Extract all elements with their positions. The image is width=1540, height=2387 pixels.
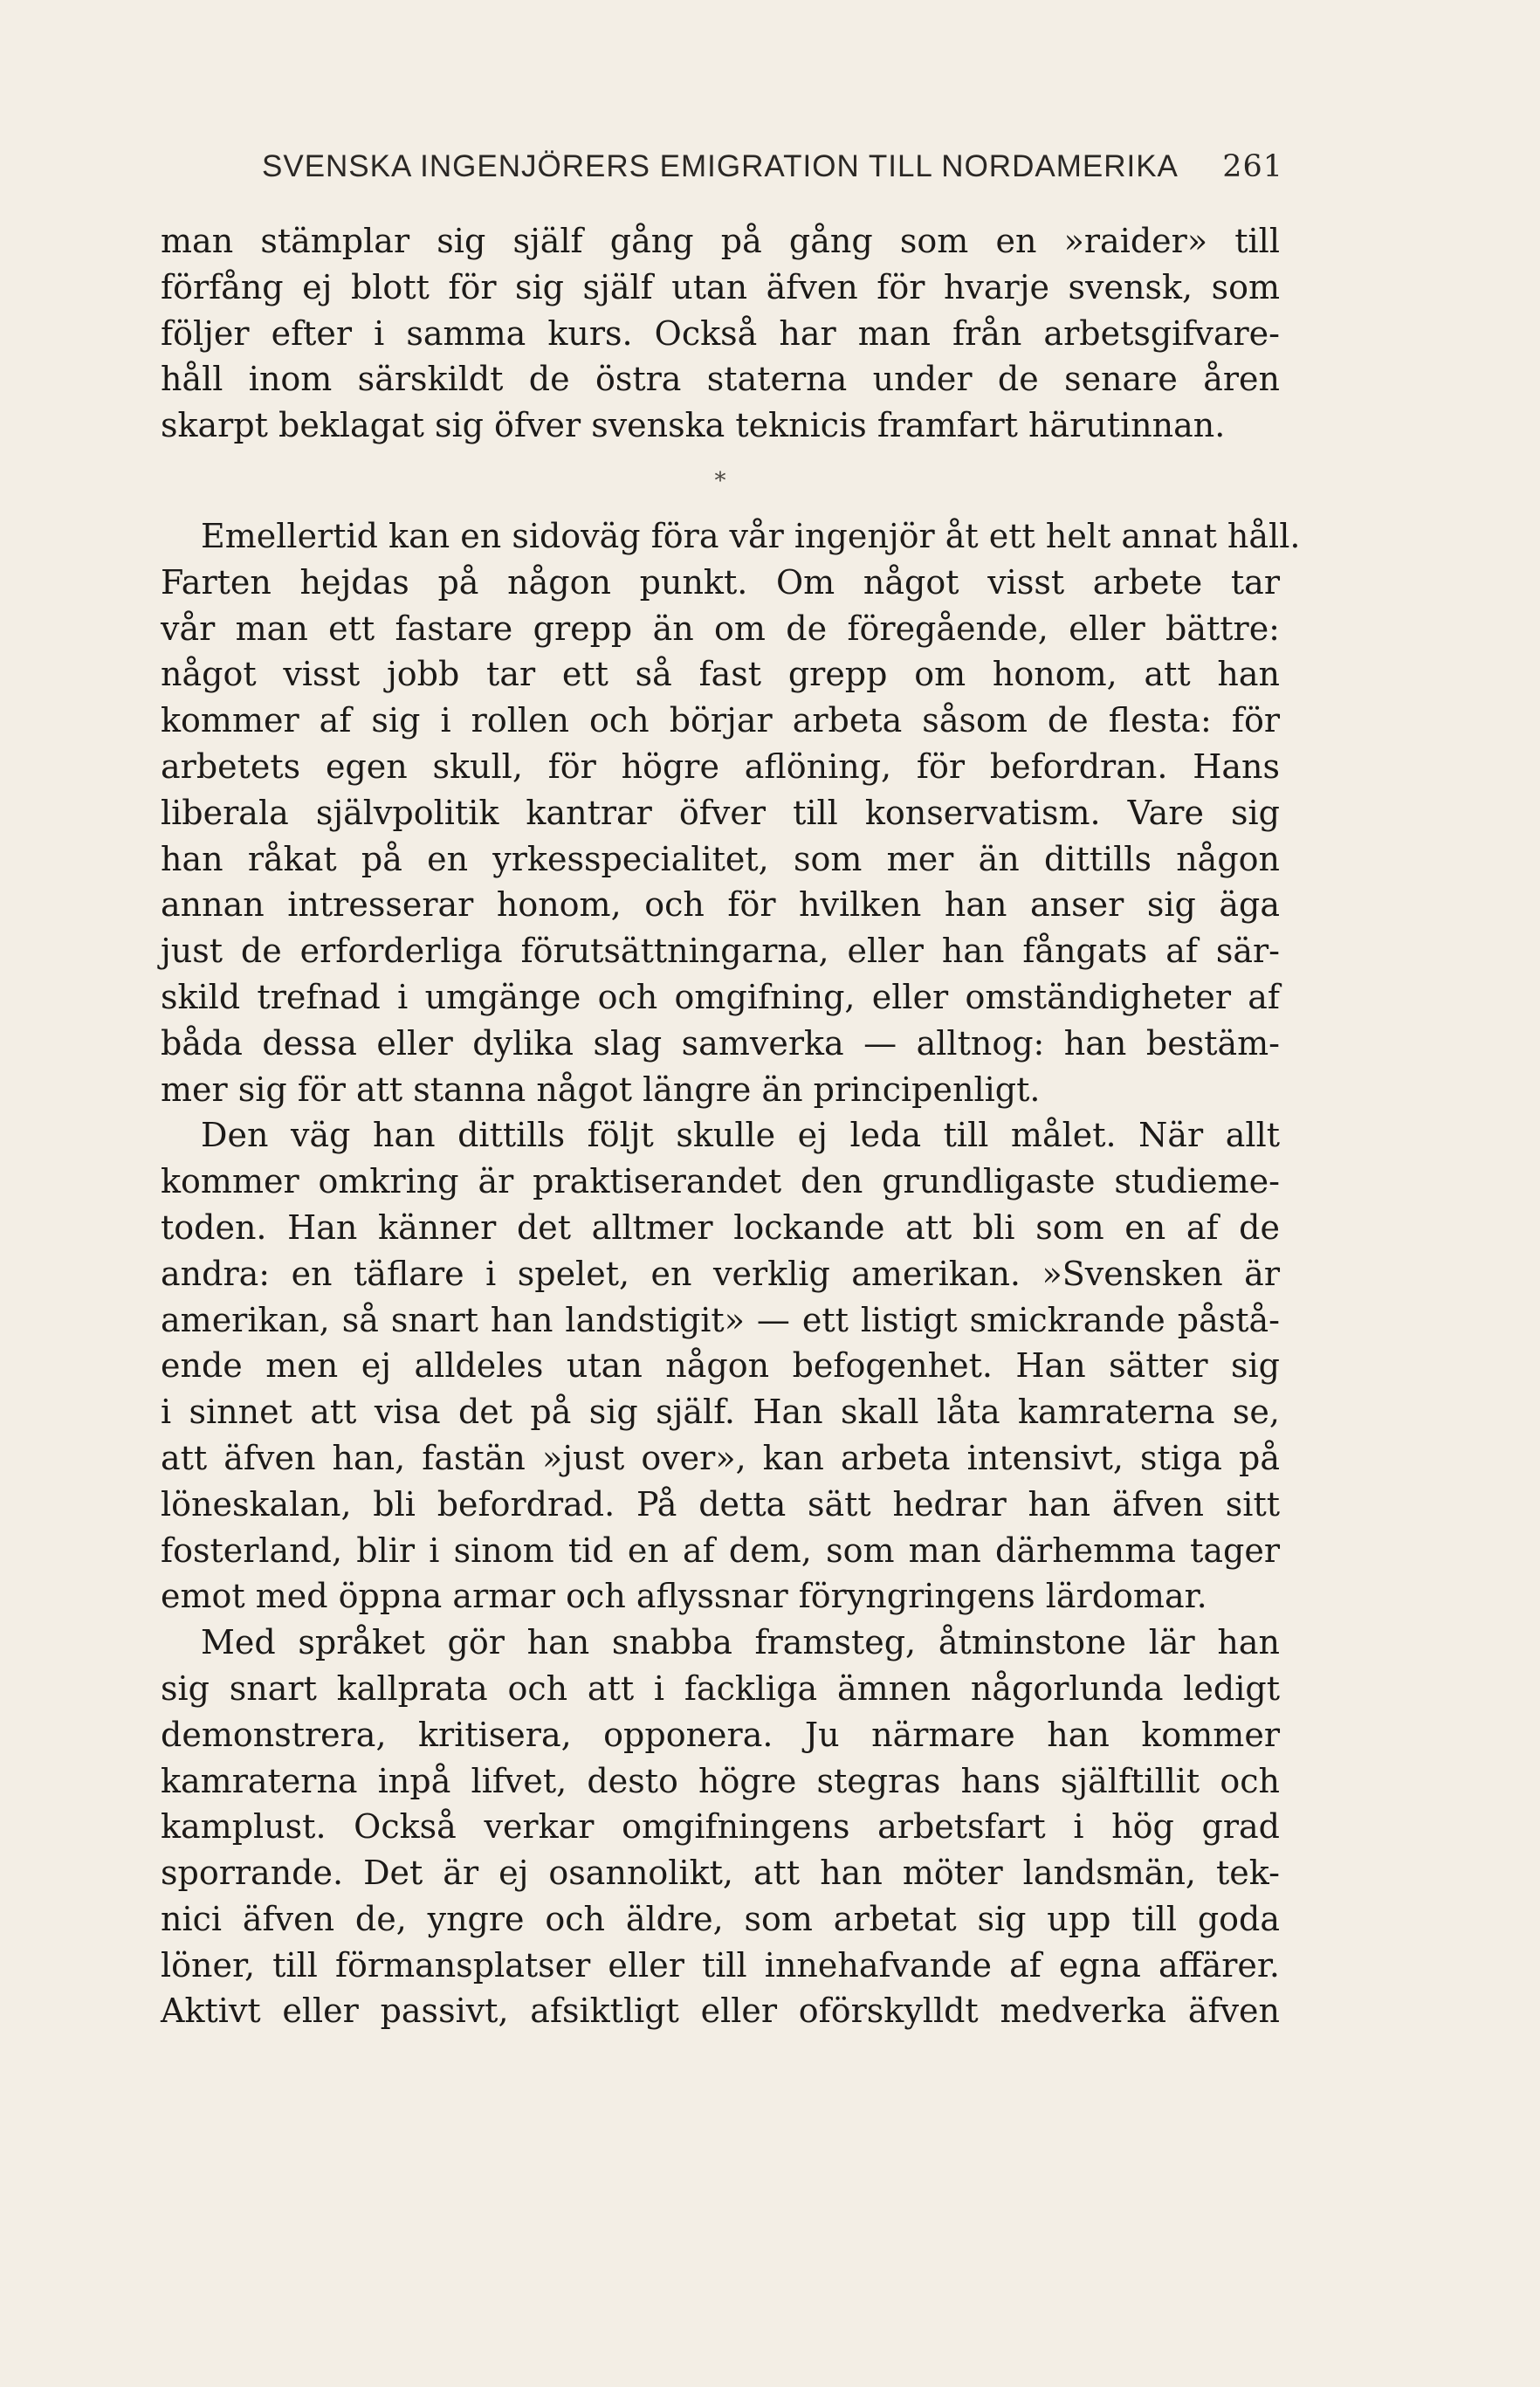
text-line: Med språket gör han snabba framsteg, åtminstone lär han	[201, 1623, 1280, 1662]
text-line: kamraterna inpå lifvet, desto högre stegras hans själftillit och	[161, 1761, 1280, 1800]
text-line: amerikan, så snart han landstigit» — ett listigt smickrande påstå-	[161, 1300, 1280, 1339]
text-line: skild trefnad i umgänge och omgifning, eller omständigheter af	[161, 977, 1280, 1016]
text-line: vår man ett fastare grepp än om de föregående, eller bättre:	[161, 609, 1280, 648]
text-line: håll inom särskildt de östra staterna under de senare åren	[161, 360, 1280, 399]
text-line: Emellertid kan en sidoväg föra vår ingenjör åt ett helt annat håll.	[201, 516, 1301, 555]
text-line: sig snart kallprata och att i fackliga ämnen någorlunda ledigt	[161, 1668, 1280, 1708]
text-line: Farten hejdas på någon punkt. Om något visst arbete tar	[161, 562, 1280, 602]
text-line: annan intresserar honom, och för hvilken han anser sig äga	[161, 885, 1280, 925]
text-line: följer efter i samma kurs. Också har man från arbetsgifvare-	[161, 313, 1280, 353]
running-head	[262, 145, 1283, 189]
paragraph	[161, 1112, 1280, 1620]
paragraph-continued	[161, 218, 1280, 449]
text-line: båda dessa eller dylika slag samverka — alltnog: han bestäm-	[161, 1023, 1280, 1063]
text-line: Aktivt eller passivt, afsiktligt eller oförskylldt medverka äfven	[161, 1991, 1280, 2031]
text-line: att äfven han, fastän »just over», kan arbeta intensivt, stiga på	[161, 1438, 1280, 1477]
text-line: något visst jobb tar ett så fast grepp om honom, att han	[161, 655, 1280, 694]
text-line: demonstrera, kritisera, opponera. Ju närmare han kommer	[161, 1715, 1280, 1754]
text-line: mer sig för att stanna något längre än principenligt.	[161, 1070, 1041, 1109]
paragraph	[161, 513, 1301, 1112]
text-line: löneskalan, bli befordrad. På detta sätt hedrar han äfven sitt	[161, 1484, 1280, 1524]
text-line: Den väg han dittills följt skulle ej leda till målet. När allt	[201, 1116, 1280, 1155]
body-text	[161, 218, 1301, 2034]
text-line: kommer omkring är praktiserandet den grundligaste studieme-	[161, 1162, 1280, 1201]
text-line: löner, till förmansplatser eller till innehafvande af egna affärer.	[161, 1945, 1280, 1985]
section-separator-asterisk: *	[714, 467, 726, 494]
text-line: kommer af sig i rollen och börjar arbeta såsom de flesta: för	[161, 701, 1280, 740]
text-line: i sinnet att visa det på sig själf. Han skall låta kamraterna se,	[161, 1393, 1280, 1432]
text-line: toden. Han känner det alltmer lockande att bli som en af de	[161, 1207, 1280, 1247]
text-line: förfång ej blott för sig själf utan äfven för hvarje svensk, som	[161, 267, 1280, 306]
text-line: skarpt beklagat sig öfver svenska teknicis framfart härutinnan.	[161, 406, 1226, 445]
text-line: nici äfven de, yngre och äldre, som arbetat sig upp till goda	[161, 1899, 1280, 1938]
text-line: sporrande. Det är ej osannolikt, att han möter landsmän, tek-	[161, 1854, 1280, 1893]
text-line: just de erforderliga förutsättningarna, eller han fångats af sär-	[161, 932, 1280, 971]
text-line: andra: en täflare i spelet, en verklig amerikan. »Svensken är	[161, 1254, 1280, 1293]
text-line: ende men ej alldeles utan någon befogenhet. Han sätter sig	[161, 1346, 1280, 1386]
text-line: han råkat på en yrkesspecialitet, som mer än dittills någon	[161, 839, 1280, 878]
text-line: kamplust. Också verkar omgifningens arbetsfart i hög grad	[161, 1807, 1280, 1847]
text-line: emot med öppna armar och aflyssnar föryngringens lärdomar.	[161, 1577, 1207, 1616]
text-line: fosterland, blir i sinom tid en af dem, som man därhemma tager	[161, 1531, 1280, 1570]
paragraph	[161, 1620, 1280, 2034]
page-number: 261	[1222, 149, 1283, 184]
running-head-title: SVENSKA INGENJÖRERS EMIGRATION TILL NORDAMERIKA	[262, 149, 1179, 183]
text-line: arbetets egen skull, för högre aflöning, för befordran. Hans	[161, 746, 1280, 786]
text-line: liberala självpolitik kantrar öfver till konservatism. Vare sig	[161, 793, 1280, 832]
text-line: man stämplar sig själf gång på gång som en »raider» till	[161, 222, 1280, 260]
